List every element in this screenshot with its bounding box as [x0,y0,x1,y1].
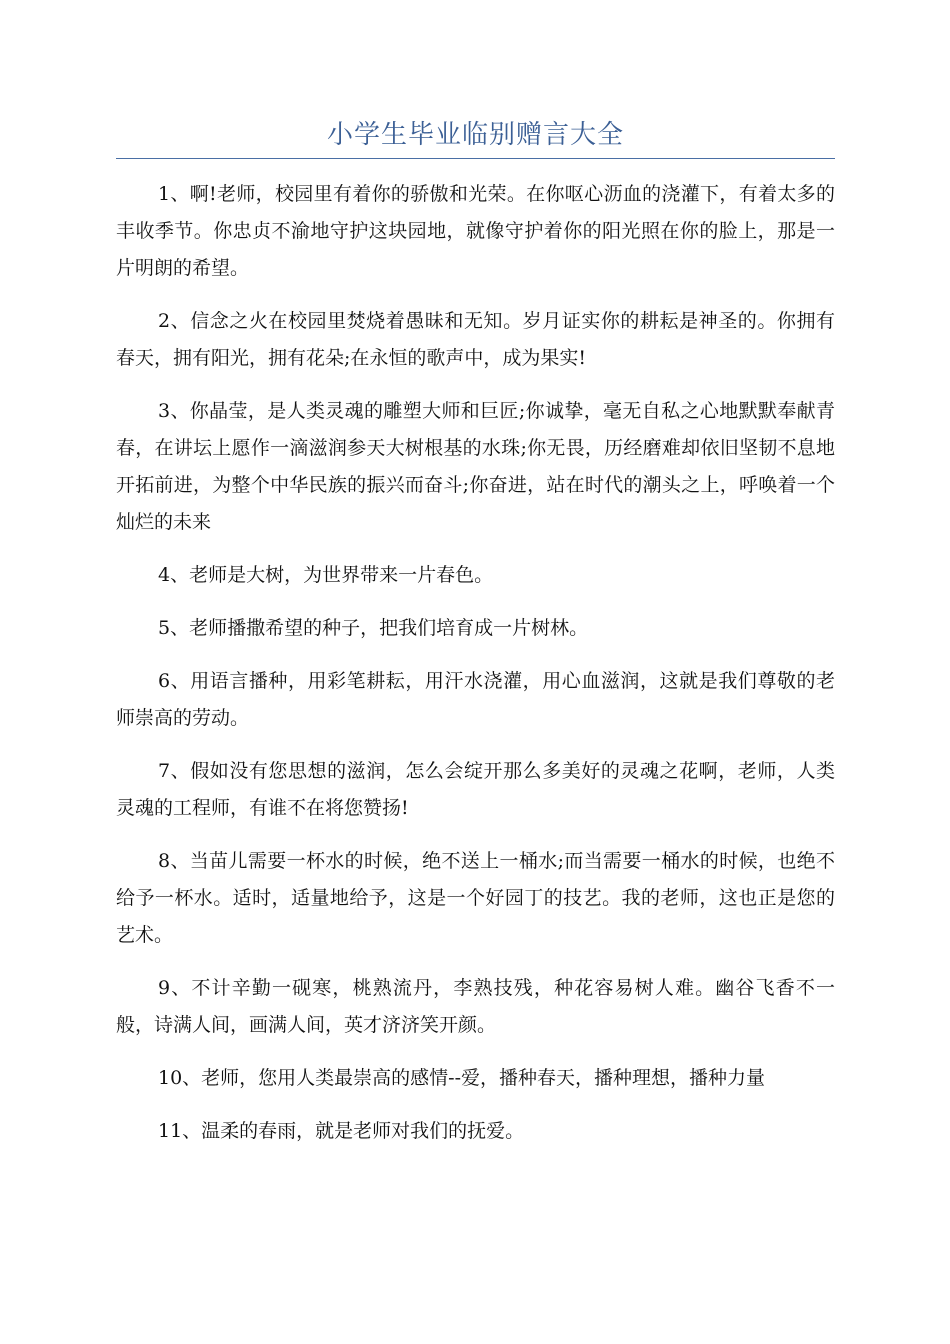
document-title: 小学生毕业临别赠言大全 [326,120,624,150]
paragraph-2: 2、信念之火在校园里焚烧着愚昧和无知。岁月证实你的耕耘是神圣的。你拥有春天，拥有阳光，拥有花朵;在永恒的歌声中，成为果实! [116,310,835,369]
paragraph-10: 10、老师，您用人类最崇高的感情--爱，播种春天，播种理想，播种力量 [158,1067,766,1089]
document-body [116,176,835,1166]
paragraph-6: 6、用语言播种，用彩笔耕耘，用汗水浇灌，用心血滋润，这就是我们尊敬的老师崇高的劳动。 [116,670,835,729]
paragraph-3: 3、你晶莹，是人类灵魂的雕塑大师和巨匠;你诚挚，毫无自私之心地默默奉献青春，在讲坛上愿作一滴滋润参天大树根基的水珠;你无畏，历经磨难却依旧坚韧不息地开拓前进，为整个中华民族的振兴而奋斗;你奋进，站在时代的潮头之上，呼唤着一个灿烂的未来 [116,400,835,533]
paragraph-4: 4、老师是大树，为世界带来一片春色。 [158,564,494,586]
paragraph-5: 5、老师播撒希望的种子，把我们培育成一片树林。 [158,617,589,639]
paragraph-9: 9、不计辛勤一砚寒，桃熟流丹，李熟技残，种花容易树人难。幽谷飞香不一般，诗满人间，画满人间，英才济济笑开颜。 [116,977,835,1036]
paragraph-7: 7、假如没有您思想的滋润，怎么会绽开那么多美好的灵魂之花啊，老师，人类灵魂的工程师，有谁不在将您赞扬! [116,760,835,819]
paragraph-11: 11、温柔的春雨，就是老师对我们的抚爱。 [158,1120,525,1142]
paragraph-1: 1、啊!老师，校园里有着你的骄傲和光荣。在你呕心沥血的浇灌下，有着太多的丰收季节。你忠贞不渝地守护这块园地，就像守护着你的阳光照在你的脸上，那是一片明朗的希望。 [116,183,835,279]
title-block [116,108,835,159]
paragraph-8: 8、当苗儿需要一杯水的时候，绝不送上一桶水;而当需要一桶水的时候，也绝不给予一杯水。适时，适量地给予，这是一个好园丁的技艺。我的老师，这也正是您的艺术。 [116,850,835,946]
